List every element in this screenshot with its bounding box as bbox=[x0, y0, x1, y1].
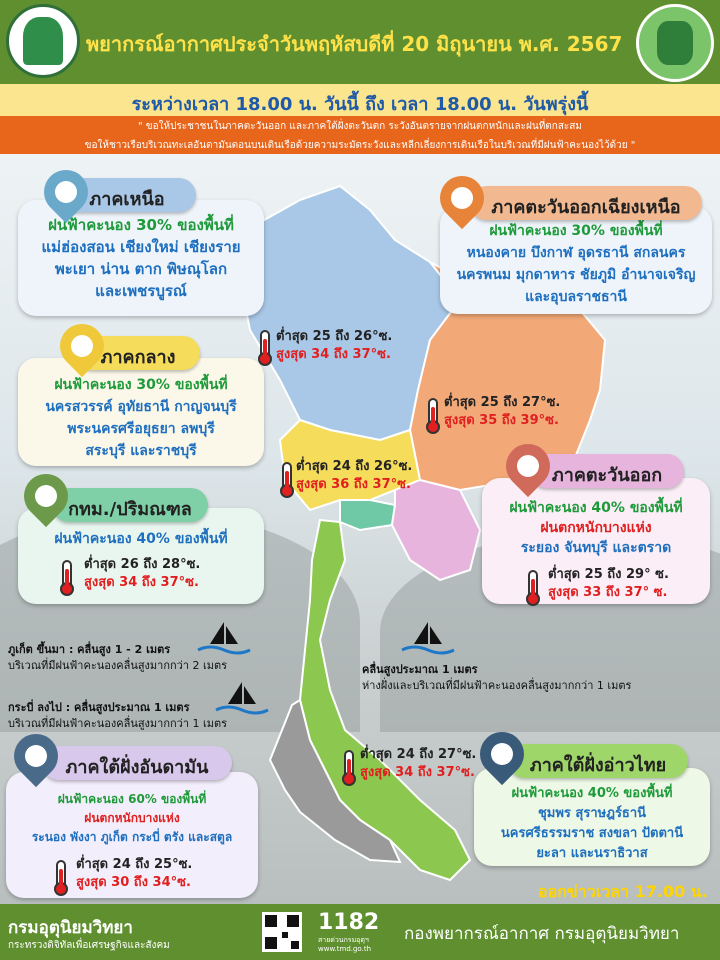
thermometer-icon bbox=[344, 750, 354, 780]
central-areas-1: นครสวรรค์ อุทัยธานี กาญจนบุรี bbox=[45, 399, 237, 415]
andaman-upper-sea bbox=[8, 642, 227, 674]
thermometer-icon bbox=[62, 560, 72, 590]
central-low: ต่ำสุด 24 ถึง 26°ซ. bbox=[296, 459, 413, 474]
northeast-forecast-card bbox=[440, 206, 712, 314]
south-gulf-areas-2: นครศรีธรรมราช สงขลา ปัตตานี bbox=[500, 826, 684, 841]
gulf-sea-title: คลื่นสูงประมาณ 1 เมตร bbox=[362, 663, 478, 676]
andaman-upper-title: ภูเก็ต ขึ้นมา : คลื่นสูง 1 - 2 เมตร bbox=[8, 643, 171, 656]
thermometer-icon bbox=[56, 860, 66, 890]
andaman-lower-note: บริเวณที่มีฝนฟ้าคะนองคลื่นสูงมากกว่า 1 เมตร bbox=[8, 717, 228, 730]
northeast-areas-2: นครพนม มุกดาหาร ชัยภูมิ อำนาจเจริญ bbox=[456, 267, 696, 283]
north-areas-3: และเพชรบูรณ์ bbox=[95, 282, 187, 300]
south-gulf-rain: ฝนฟ้าคะนอง 40% ของพื้นที่ bbox=[511, 786, 673, 801]
south-gulf-areas-1: ชุมพร สุราษฎร์ธานี bbox=[537, 806, 647, 821]
thermometer-icon bbox=[282, 462, 292, 492]
east-rain: ฝนฟ้าคะนอง 40% ของพื้นที่ bbox=[509, 500, 683, 516]
south-andaman-forecast-card bbox=[6, 772, 258, 898]
map-region-east bbox=[392, 480, 480, 580]
northeast-areas-3: และอุบลราชธานี bbox=[525, 289, 627, 305]
andaman-upper-note: บริเวณที่มีฝนฟ้าคะนองคลื่นสูงมากกว่า 2 เมตร bbox=[8, 659, 228, 672]
north-areas-1: แม่ฮ่องสอน เชียงใหม่ เชียงราย bbox=[41, 238, 241, 256]
qr-code-icon[interactable] bbox=[262, 912, 302, 952]
thermometer-icon bbox=[260, 330, 270, 360]
footer-org: กรมอุตุนิยมวิทยา bbox=[8, 918, 133, 938]
hotline-label: สายด่วนกรมอุตุฯ bbox=[318, 936, 369, 944]
south-gulf-forecast-card bbox=[474, 768, 710, 866]
central-rain: ฝนฟ้าคะนอง 30% ของพื้นที่ bbox=[54, 377, 228, 393]
south-gulf-areas-3: ยะลา และนราธิวาส bbox=[536, 846, 648, 861]
south-gulf-title: ภาคใต้ฝั่งอ่าวไทย bbox=[529, 755, 667, 776]
east-title-pill bbox=[530, 454, 684, 488]
northeast-temps bbox=[444, 394, 560, 430]
south-andaman-areas-1: ระนอง พังงา ภูเก็ต กระบี่ ตรัง และสตูล bbox=[31, 830, 233, 844]
thermometer-icon bbox=[428, 398, 438, 428]
warning-line-1: " ขอให้ประชาชนในภาคตะวันออก และภาคใต้ฝั่งตะวันตก ระวังอันตรายจากฝนตกหนักและฝนที่ตกสะสม bbox=[137, 121, 583, 132]
south-andaman-low: ต่ำสุด 24 ถึง 25°ซ. bbox=[76, 857, 193, 872]
south-andaman-high: สูงสุด 30 ถึง 34°ซ. bbox=[76, 875, 191, 890]
bangkok-low: ต่ำสุด 26 ถึง 28°ซ. bbox=[84, 557, 201, 572]
north-rain: ฝนฟ้าคะนอง 30% ของพื้นที่ bbox=[48, 216, 234, 234]
bangkok-temps bbox=[84, 556, 200, 592]
east-high: สูงสุด 33 ถึง 37° ซ. bbox=[548, 585, 668, 600]
andaman-lower-title: กระบี่ ลงไป : คลื่นสูงประมาณ 1 เมตร bbox=[8, 701, 190, 714]
central-title: ภาคกลาง bbox=[100, 347, 176, 368]
east-heavy: ฝนตกหนักบางแห่ง bbox=[540, 520, 652, 536]
central-temps bbox=[296, 458, 412, 494]
central-forecast-card bbox=[18, 358, 264, 466]
gulf-sea bbox=[362, 662, 631, 694]
north-high: สูงสุด 34 ถึง 37°ซ. bbox=[276, 347, 391, 362]
gulf-sea-note: ห่างฝั่งและบริเวณที่มีฝนฟ้าคะนองคลื่นสูงมากกว่า 1 เมตร bbox=[362, 679, 632, 692]
south-gulf-temps bbox=[360, 746, 476, 782]
north-forecast-card bbox=[18, 200, 264, 316]
hotline-info bbox=[318, 936, 371, 954]
north-title: ภาคเหนือ bbox=[89, 189, 165, 210]
south-gulf-title-pill bbox=[508, 744, 688, 778]
footer-bar bbox=[0, 904, 720, 960]
south-gulf-high: สูงสุด 34 ถึง 37°ซ. bbox=[360, 765, 475, 780]
northeast-high: สูงสุด 35 ถึง 39°ซ. bbox=[444, 413, 559, 428]
map-region-bangkok bbox=[340, 500, 395, 530]
bangkok-high: สูงสุด 34 ถึง 37°ซ. bbox=[84, 575, 199, 590]
east-temps bbox=[548, 566, 669, 602]
central-areas-2: พระนครศรีอยุธยา ลพบุรี bbox=[67, 421, 215, 437]
andaman-lower-sea bbox=[8, 700, 227, 732]
footer-ministry: กระทรวงดิจิทัลเพื่อเศรษฐกิจและสังคม bbox=[8, 940, 170, 951]
south-andaman-heavy: ฝนตกหนักบางแห่ง bbox=[84, 811, 180, 825]
east-low: ต่ำสุด 25 ถึง 29° ซ. bbox=[548, 567, 669, 582]
south-gulf-low: ต่ำสุด 24 ถึง 27°ซ. bbox=[360, 747, 477, 762]
warning-line-2: ขอให้ชาวเรือบริเวณทะเลอันดามันตอนบนเดินเรือด้วยความระมัดระวังและหลีกเลี่ยงการเดินเรือในบริเวณที่มีฝนฟ้าคะนองไว้ด้วย " bbox=[84, 140, 636, 151]
sailboat-icon bbox=[400, 620, 456, 656]
east-forecast-card bbox=[482, 478, 710, 604]
page-title: พยากรณ์อากาศประจำวันพฤหัสบดีที่ 20 มิถุนายน พ.ศ. 2567 bbox=[86, 32, 623, 56]
north-areas-2: พะเยา น่าน ตาก พิษณุโลก bbox=[54, 260, 228, 278]
forecast-period: ระหว่างเวลา 18.00 น. วันนี้ ถึง เวลา 18.00 น. วันพรุ่งนี้ bbox=[131, 94, 589, 115]
central-areas-3: สระบุรี และราชบุรี bbox=[85, 443, 197, 459]
website-link[interactable]: www.tmd.go.th bbox=[318, 945, 371, 953]
south-andaman-temps bbox=[76, 856, 192, 892]
northeast-title-pill bbox=[470, 186, 702, 220]
north-temps bbox=[276, 328, 392, 364]
hotline-number: 1182 bbox=[318, 910, 380, 935]
footer-dept: กองพยากรณ์อากาศ กรมอุตุนิยมวิทยา bbox=[404, 924, 680, 944]
bangkok-rain: ฝนฟ้าคะนอง 40% ของพื้นที่ bbox=[54, 531, 228, 547]
central-high: สูงสุด 36 ถึง 37°ซ. bbox=[296, 477, 411, 492]
east-areas-1: ระยอง จันทบุรี และตราด bbox=[520, 540, 672, 556]
south-andaman-rain: ฝนฟ้าคะนอง 60% ของพื้นที่ bbox=[57, 792, 207, 806]
south-andaman-title: ภาคใต้ฝั่งอันดามัน bbox=[65, 757, 209, 778]
northeast-low: ต่ำสุด 25 ถึง 27°ซ. bbox=[444, 395, 561, 410]
north-low: ต่ำสุด 25 ถึง 26°ซ. bbox=[276, 329, 393, 344]
south-andaman-title-pill bbox=[42, 746, 232, 780]
thermometer-icon bbox=[528, 570, 538, 600]
northeast-title: ภาคตะวันออกเฉียงเหนือ bbox=[491, 197, 681, 218]
bangkok-title-pill bbox=[52, 488, 208, 522]
east-title: ภาคตะวันออก bbox=[551, 465, 663, 486]
northeast-areas-1: หนองคาย บึงกาฬ อุดรธานี สกลนคร bbox=[466, 245, 686, 261]
issue-time: ออกข่าวเวลา 17.00 น. bbox=[538, 882, 708, 901]
bangkok-title: กทม./ปริมณฑล bbox=[68, 499, 192, 520]
northeast-rain: ฝนฟ้าคะนอง 30% ของพื้นที่ bbox=[489, 223, 663, 239]
